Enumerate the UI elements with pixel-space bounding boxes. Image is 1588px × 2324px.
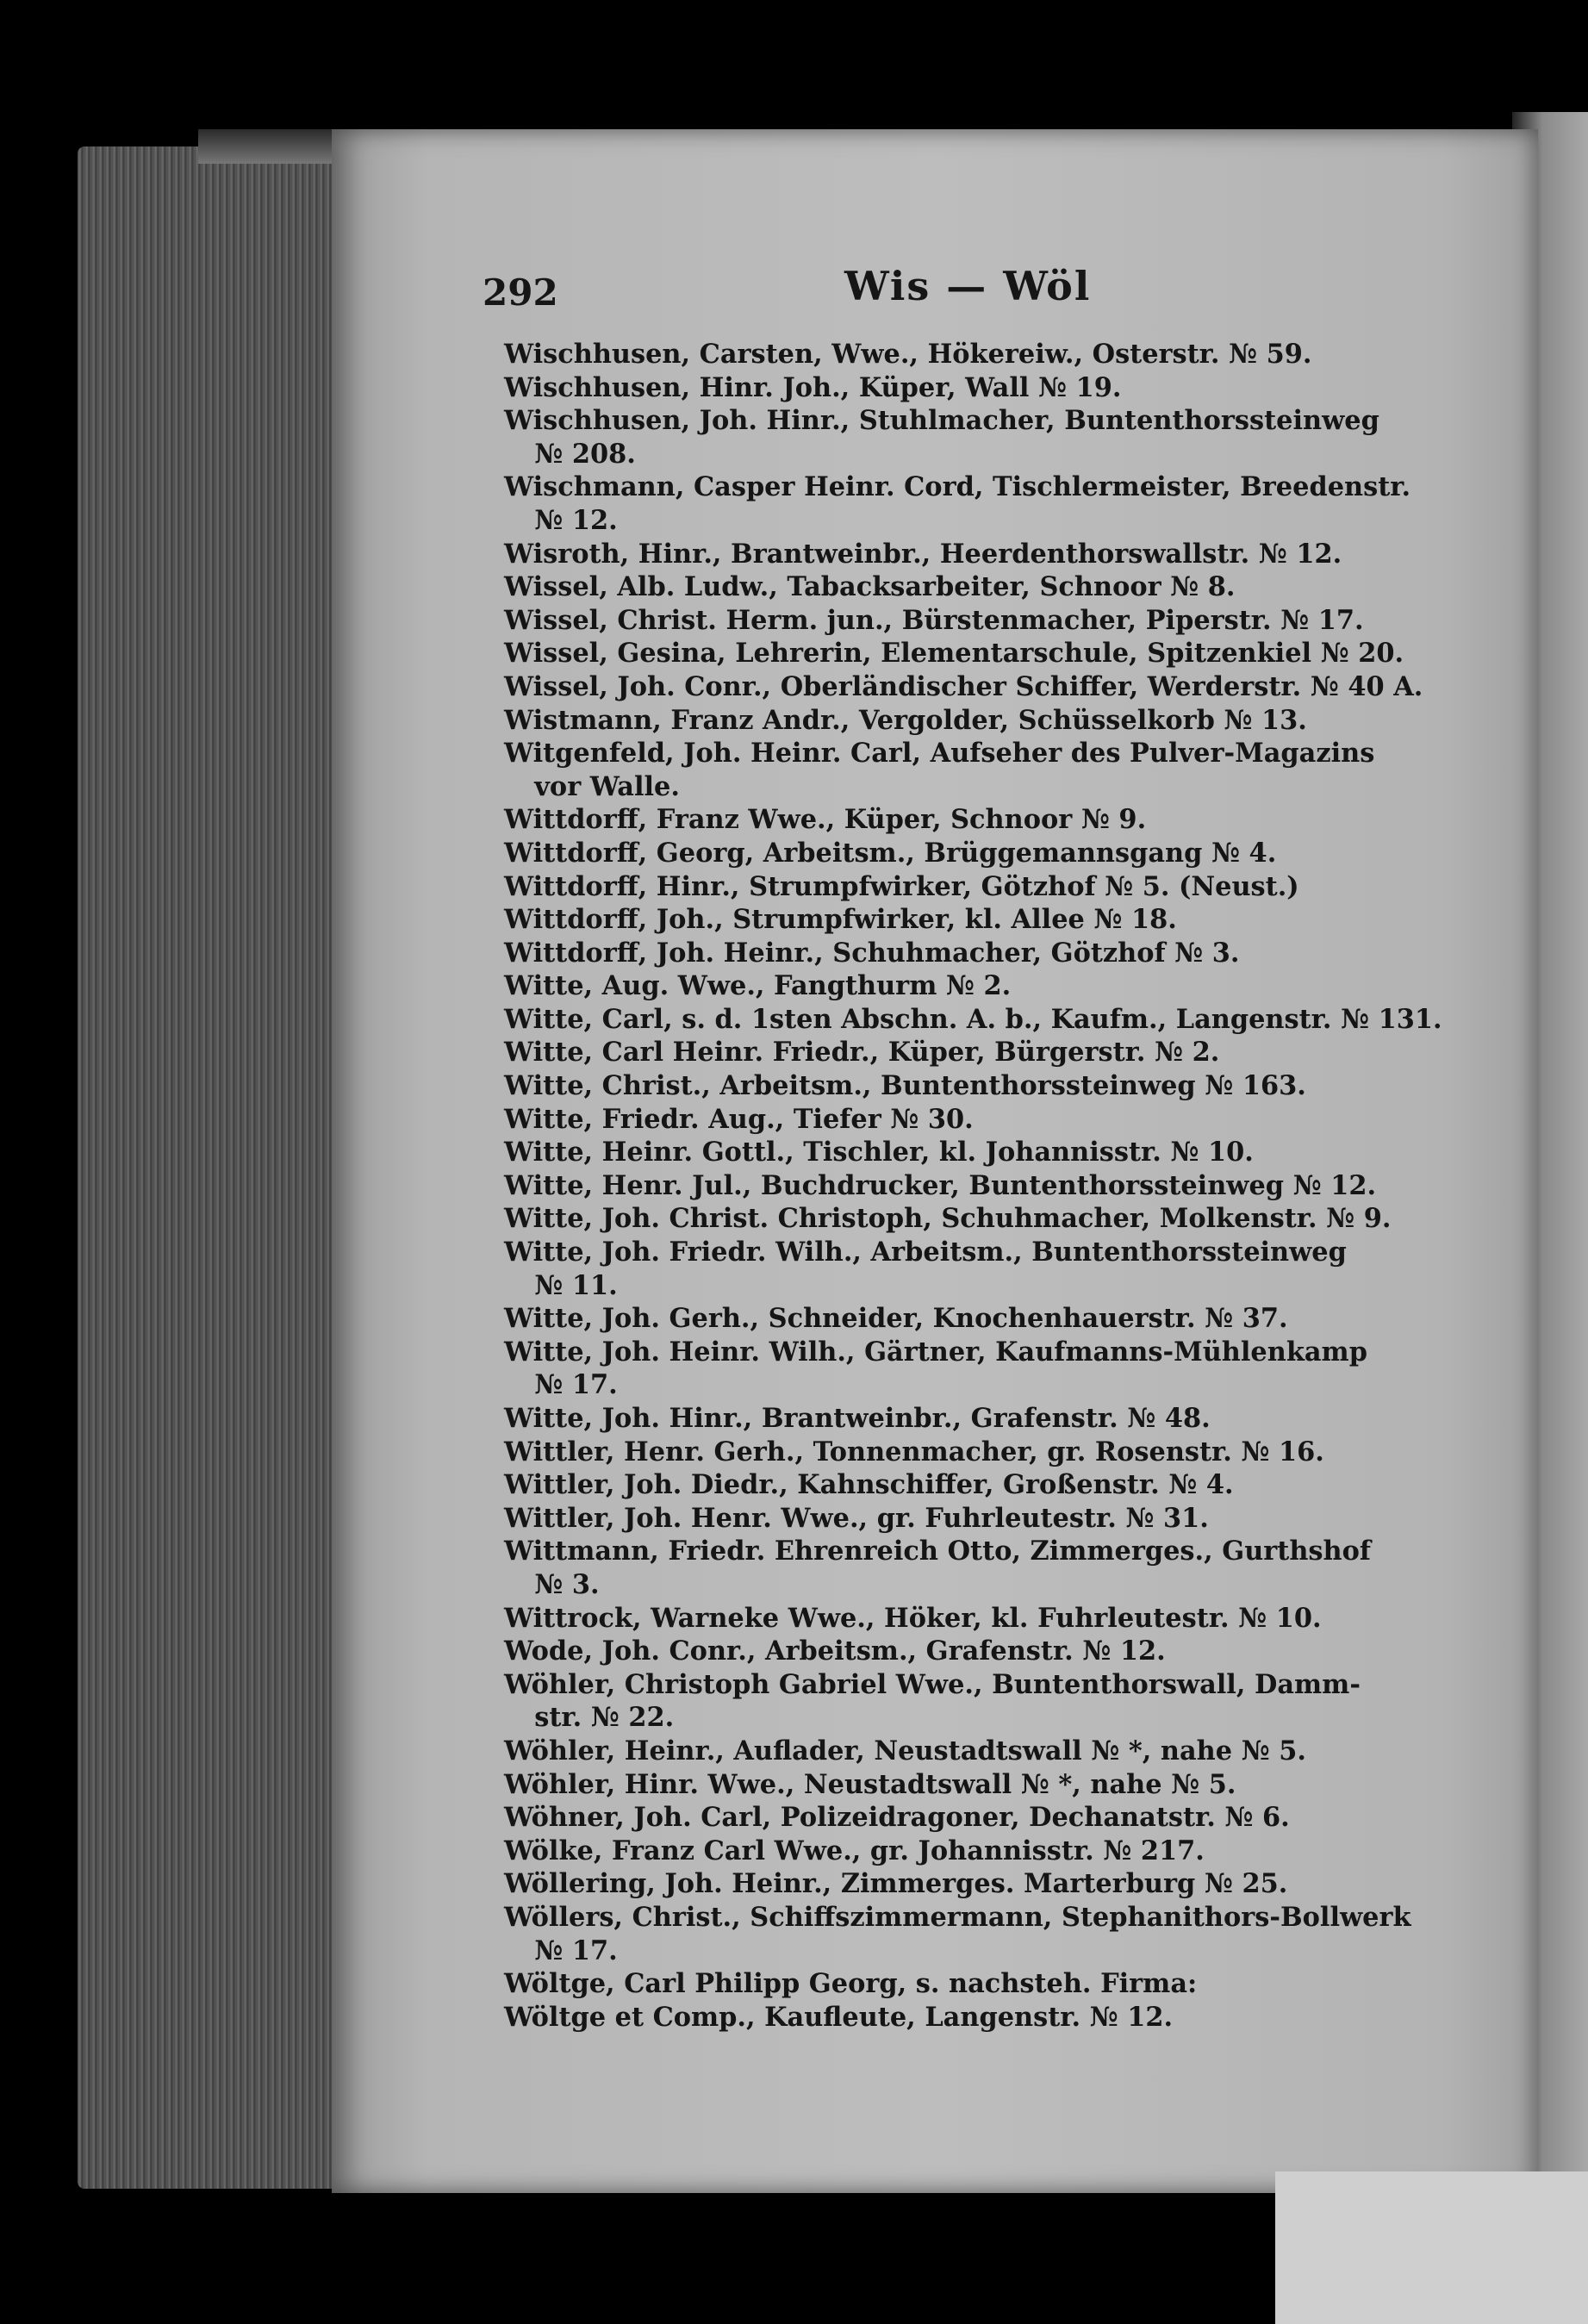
directory-entry: Wöllering, Joh. Heinr., Zimmerges. Marterburg № 25. — [504, 1868, 1288, 1900]
directory-entry: Wölke, Franz Carl Wwe., gr. Johannisstr. № 217. — [504, 1835, 1205, 1866]
directory-entry: Witte, Joh. Hinr., Brantweinbr., Grafenstr. № 48. — [504, 1403, 1211, 1434]
entry-continuation-line: str. № 22. — [534, 1702, 675, 1734]
directory-entry: Witgenfeld, Joh. Heinr. Carl, Aufseher des Pulver-Magazins — [504, 738, 1375, 769]
directory-entry: Wittmann, Friedr. Ehrenreich Otto, Zimmerges., Gurthshof — [504, 1536, 1371, 1567]
directory-entry: Wittdorff, Joh. Heinr., Schuhmacher, Götzhof № 3. — [504, 937, 1240, 969]
book-top-edge — [198, 129, 345, 164]
page-number: 292 — [483, 271, 558, 314]
directory-entry: Wischhusen, Hinr. Joh., Küper, Wall № 19. — [504, 371, 1122, 403]
directory-entry: Wöhner, Joh. Carl, Polizeidragoner, Dechanatstr. № 6. — [504, 1802, 1290, 1834]
directory-entry: Wöllers, Christ., Schiffszimmermann, Stephanithors-Bollwerk — [504, 1901, 1411, 1933]
directory-entries — [504, 338, 1469, 2034]
directory-entry: Wöhler, Heinr., Auflader, Neustadtswall № *, nahe № 5. — [504, 1735, 1306, 1766]
directory-entry: Witte, Heinr. Gottl., Tischler, kl. Johannisstr. № 10. — [504, 1137, 1254, 1168]
directory-entry: Wittdorff, Joh., Strumpfwirker, kl. Allee № 18. — [504, 904, 1177, 936]
directory-entry: Wisroth, Hinr., Brantweinbr., Heerdenthorswallstr. № 12. — [504, 538, 1342, 570]
directory-entry: Wissel, Christ. Herm. jun., Bürstenmacher, Piperstr. № 17. — [504, 604, 1364, 636]
directory-entry: Wittler, Joh. Diedr., Kahnschiffer, Großenstr. № 4. — [504, 1469, 1234, 1501]
directory-entry: Witte, Carl, s. d. 1sten Abschn. A. b., Kaufm., Langenstr. № 131. — [504, 1003, 1442, 1035]
directory-entry: Witte, Joh. Christ. Christoph, Schuhmacher, Molkenstr. № 9. — [504, 1203, 1392, 1235]
entry-continuation-line: № 208. — [534, 438, 636, 470]
directory-entry: Wissel, Joh. Conr., Oberländischer Schiffer, Werderstr. № 40 A. — [504, 670, 1423, 702]
directory-entry: Wittdorff, Georg, Arbeitsm., Brüggemannsgang № 4. — [504, 837, 1277, 869]
entry-continuation-line: № 17. — [534, 1369, 618, 1401]
directory-entry: Wöltge et Comp., Kaufleute, Langenstr. № 12. — [504, 2001, 1174, 2033]
directory-entry: Wittler, Henr. Gerh., Tonnenmacher, gr. Rosenstr. № 16. — [504, 1436, 1324, 1467]
entry-continuation-line: № 3. — [534, 1568, 600, 1600]
book-page-edges — [78, 146, 336, 2189]
directory-entry: Wischhusen, Joh. Hinr., Stuhlmacher, Buntenthorssteinweg — [504, 405, 1379, 437]
directory-entry: Wischmann, Casper Heinr. Cord, Tischlermeister, Breedenstr. — [504, 471, 1411, 503]
entry-continuation-line: № 17. — [534, 1935, 618, 1966]
page-header — [483, 263, 1448, 340]
directory-entry: Wode, Joh. Conr., Arbeitsm., Grafenstr. № 12. — [504, 1636, 1166, 1667]
running-head: Wis — Wöl — [844, 263, 1092, 309]
directory-entry: Witte, Christ., Arbeitsm., Buntenthorssteinweg № 163. — [504, 1070, 1306, 1102]
directory-entry: Wöhler, Christoph Gabriel Wwe., Buntenthorswall, Damm- — [504, 1668, 1361, 1700]
directory-entry: Wöhler, Hinr. Wwe., Neustadtswall № *, nahe № 5. — [504, 1768, 1236, 1800]
directory-entry: Witte, Friedr. Aug., Tiefer № 30. — [504, 1103, 974, 1135]
directory-entry: Wistmann, Franz Andr., Vergolder, Schüsselkorb № 13. — [504, 704, 1307, 736]
directory-entry: Witte, Joh. Heinr. Wilh., Gärtner, Kaufmanns-Mühlenkamp — [504, 1336, 1367, 1368]
directory-entry: Wittdorff, Franz Wwe., Küper, Schnoor № 9. — [504, 804, 1147, 836]
directory-entry: Witte, Henr. Jul., Buchdrucker, Buntenthorssteinweg № 12. — [504, 1169, 1377, 1201]
directory-entry: Wissel, Alb. Ludw., Tabacksarbeiter, Schnoor № 8. — [504, 571, 1236, 603]
directory-entry: Wöltge, Carl Philipp Georg, s. nachsteh. Firma: — [504, 1968, 1198, 2000]
directory-entry: Wischhusen, Carsten, Wwe., Hökereiw., Osterstr. № 59. — [504, 339, 1312, 370]
directory-entry: Witte, Carl Heinr. Friedr., Küper, Bürgerstr. № 2. — [504, 1037, 1220, 1069]
directory-entry: Wittler, Joh. Henr. Wwe., gr. Fuhrleutestr. № 31. — [504, 1502, 1209, 1534]
directory-entry: Wissel, Gesina, Lehrerin, Elementarschule, Spitzenkiel № 20. — [504, 638, 1404, 670]
directory-entry: Wittrock, Warneke Wwe., Höker, kl. Fuhrleutestr. № 10. — [504, 1602, 1322, 1634]
directory-entry: Witte, Joh. Friedr. Wilh., Arbeitsm., Buntenthorssteinweg — [504, 1237, 1347, 1268]
entry-continuation-line: № 11. — [534, 1269, 618, 1301]
entry-continuation-line: № 12. — [534, 504, 618, 536]
directory-entry: Witte, Joh. Gerh., Schneider, Knochenhauerstr. № 37. — [504, 1303, 1288, 1335]
scanner-corner — [1275, 2171, 1588, 2324]
entry-continuation-line: vor Walle. — [534, 770, 680, 802]
directory-entry: Witte, Aug. Wwe., Fangthurm № 2. — [504, 970, 1012, 1002]
directory-entry: Wittdorff, Hinr., Strumpfwirker, Götzhof № 5. (Neust.) — [504, 870, 1299, 902]
